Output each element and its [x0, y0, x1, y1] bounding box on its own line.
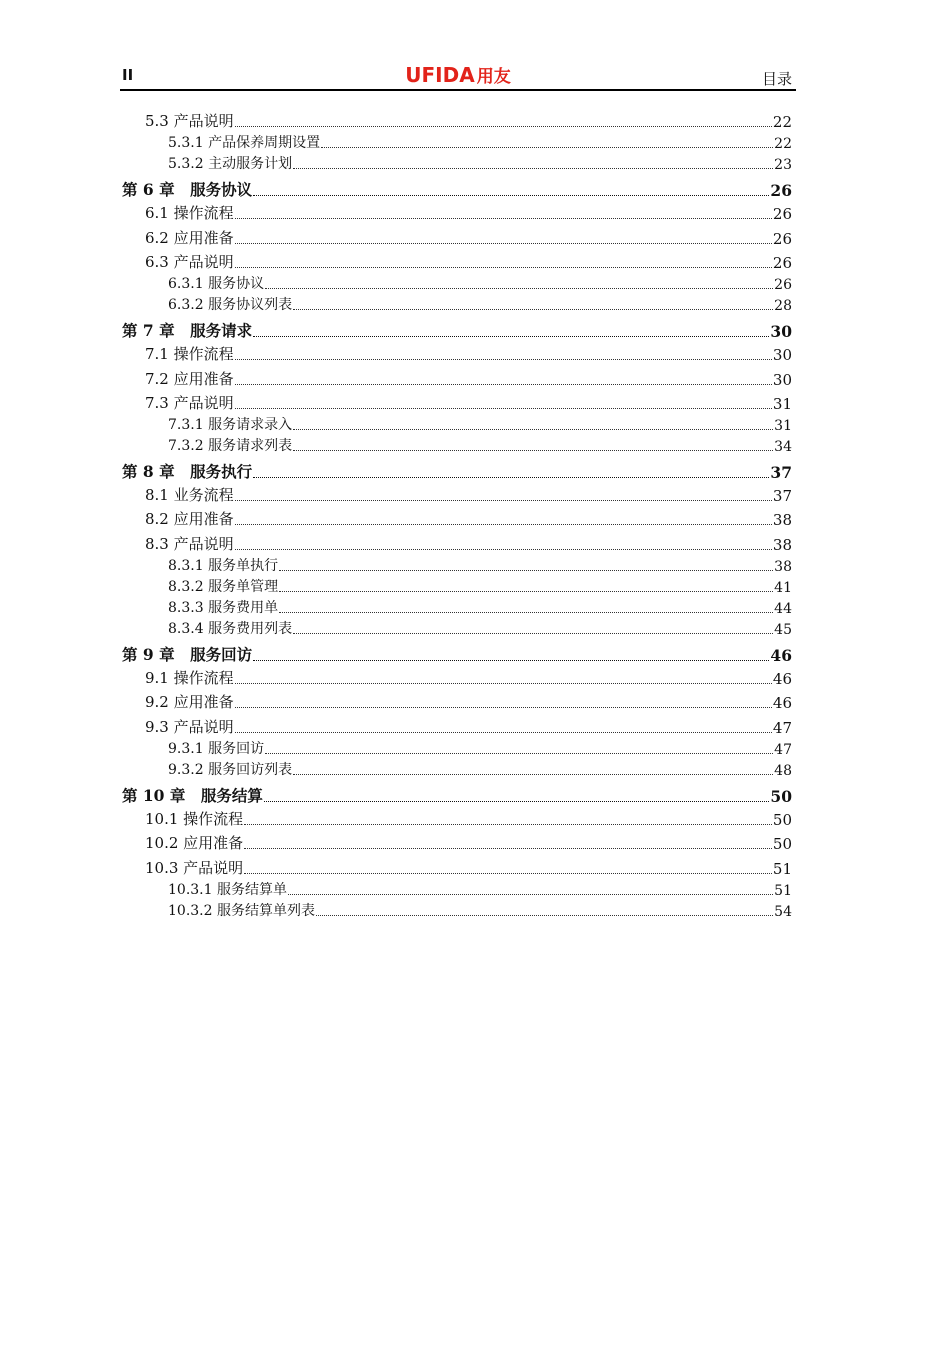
toc-entry-page: 38: [772, 535, 792, 554]
toc-entry-label: 10.3.1 服务结算单: [168, 881, 287, 898]
toc-dot-leader: [279, 612, 773, 613]
toc-entry-page: 26: [772, 229, 792, 248]
toc-entry-label: 第 7 章 服务请求: [122, 320, 253, 340]
toc-dot-leader: [293, 309, 773, 310]
toc-dot-leader: [244, 873, 772, 874]
toc-entry-label: 9.3.2 服务回访列表: [168, 761, 293, 778]
toc-entry-label: 5.3.1 产品保养周期设置: [168, 135, 321, 151]
toc-entry[interactable]: [122, 368, 792, 389]
toc-entry-page: 26: [770, 181, 792, 200]
toc-entry-page: 38: [774, 558, 792, 575]
toc-entry-label: 6.3 产品说明: [145, 252, 234, 271]
toc-dot-leader: [235, 707, 772, 708]
toc-entry-label: 9.3.1 服务回访: [168, 740, 265, 757]
toc-entry-page: 31: [774, 417, 792, 434]
toc-entry-page: 22: [772, 113, 792, 131]
toc-chapter-entry[interactable]: [122, 460, 792, 482]
toc-entry[interactable]: [122, 251, 792, 272]
toc-entry-page: 28: [774, 297, 792, 314]
brand-logo-cjk: 用友: [476, 67, 511, 87]
toc-entry-page: 31: [772, 394, 792, 413]
toc-dot-leader: [235, 549, 772, 550]
toc-dot-leader: [235, 732, 772, 733]
toc-dot-leader: [293, 450, 773, 451]
toc-entry-label: 8.3.2 服务单管理: [168, 578, 279, 595]
toc-entry-page: 22: [774, 136, 792, 152]
toc-dot-leader: [235, 267, 772, 268]
toc-entry[interactable]: [122, 619, 792, 638]
toc-chapter-entry[interactable]: [122, 319, 792, 341]
toc-entry-page: 34: [774, 438, 792, 455]
toc-entry[interactable]: [122, 436, 792, 455]
toc-entry-label: 7.3.2 服务请求列表: [168, 437, 293, 454]
toc-dot-leader: [253, 477, 769, 478]
toc-dot-leader: [265, 753, 773, 754]
toc-entry-label: 8.3.4 服务费用列表: [168, 620, 293, 637]
toc-dot-leader: [235, 359, 772, 360]
toc-entry[interactable]: [122, 392, 792, 413]
toc-dot-leader: [235, 243, 772, 244]
toc-entry-label: 7.3.1 服务请求录入: [168, 416, 293, 433]
toc-entry[interactable]: [122, 274, 792, 293]
toc-entry-label: 7.3 产品说明: [145, 393, 234, 412]
toc-entry-page: 41: [774, 579, 792, 596]
toc-entry-label: 10.3.2 服务结算单列表: [168, 902, 315, 919]
toc-dot-leader: [288, 894, 773, 895]
toc-dot-leader: [316, 915, 773, 916]
toc-dot-leader: [235, 384, 772, 385]
toc-entry-page: 23: [774, 157, 792, 173]
toc-entry-label: 第 6 章 服务协议: [122, 180, 253, 199]
toc-entry-page: 38: [772, 511, 792, 530]
toc-entry-page: 30: [770, 321, 792, 341]
toc-entry[interactable]: [122, 667, 792, 688]
toc-entry-page: 30: [772, 346, 792, 365]
toc-entry-page: 26: [772, 205, 792, 224]
toc-entry[interactable]: [122, 598, 792, 617]
toc-entry-label: 6.1 操作流程: [145, 204, 234, 223]
toc-entry-page: 51: [774, 882, 792, 899]
toc-entry[interactable]: [122, 415, 792, 434]
toc-entry-page: 46: [770, 645, 792, 665]
toc-entry-label: 10.2 应用准备: [145, 834, 244, 853]
toc-chapter-entry[interactable]: [122, 784, 792, 806]
toc-dot-leader: [293, 774, 773, 775]
toc-entry-page: 50: [770, 786, 792, 806]
section-title: 目录: [761, 70, 792, 88]
toc-dot-leader: [293, 168, 773, 169]
toc-dot-leader: [293, 633, 773, 634]
toc-entry-page: 47: [772, 718, 792, 737]
toc-entry-label: 10.3 产品说明: [145, 858, 244, 877]
toc-entry-label: 6.3.1 服务协议: [168, 275, 265, 292]
page-number: II: [122, 66, 134, 84]
toc-entry-page: 44: [774, 600, 792, 617]
toc-entry-page: 30: [772, 370, 792, 389]
brand-logo: [120, 62, 796, 87]
toc-entry-label: 第 9 章 服务回访: [122, 644, 253, 664]
toc-dot-leader: [244, 848, 772, 849]
toc-entry-label: 9.1 操作流程: [145, 669, 234, 687]
toc-dot-leader: [235, 683, 772, 684]
toc-entry[interactable]: [122, 295, 792, 314]
toc-dot-leader: [293, 429, 773, 430]
toc-chapter-entry[interactable]: [122, 643, 792, 665]
toc-dot-leader: [253, 660, 769, 661]
toc-entry[interactable]: [122, 202, 792, 223]
toc-entry-page: 46: [772, 694, 792, 713]
toc-entry-label: 10.1 操作流程: [145, 809, 244, 828]
toc-entry-page: 50: [772, 810, 792, 829]
toc-entry[interactable]: [122, 691, 792, 712]
toc-entry[interactable]: [122, 760, 792, 779]
toc-entry-label: 5.3 产品说明: [145, 112, 234, 130]
toc-dot-leader: [265, 288, 773, 289]
toc-entry[interactable]: [122, 133, 792, 152]
toc-entry[interactable]: [122, 154, 792, 173]
toc-entry[interactable]: [122, 110, 792, 131]
toc-entry-page: 46: [772, 670, 792, 688]
toc-entry-label: 9.2 应用准备: [145, 693, 234, 712]
toc-entry-label: 6.2 应用准备: [145, 228, 234, 247]
toc-entry[interactable]: [122, 739, 792, 758]
toc-entry[interactable]: [122, 901, 792, 920]
toc-entry[interactable]: [122, 808, 792, 829]
page-header: [120, 62, 796, 90]
header-rule: [120, 89, 796, 91]
toc-entry-page: 26: [772, 253, 792, 272]
toc-entry[interactable]: [122, 227, 792, 248]
toc-entry[interactable]: [122, 484, 792, 505]
toc-entry-page: 48: [774, 762, 792, 779]
toc-dot-leader: [235, 408, 772, 409]
toc-entry-label: 8.3 产品说明: [145, 534, 234, 553]
toc-entry-label: 6.3.2 服务协议列表: [168, 296, 293, 313]
toc-entry-label: 5.3.2 主动服务计划: [168, 156, 293, 172]
toc-entry-label: 8.3.3 服务费用单: [168, 599, 279, 616]
toc-entry-page: 37: [770, 462, 792, 482]
toc-entry-page: 45: [774, 621, 792, 638]
toc-entry[interactable]: [122, 508, 792, 529]
toc-entry-page: 47: [774, 741, 792, 758]
toc-entry-page: 51: [772, 859, 792, 878]
toc-dot-leader: [235, 218, 772, 219]
toc-entry-page: 50: [772, 835, 792, 854]
toc-dot-leader: [244, 824, 772, 825]
toc-dot-leader: [235, 500, 772, 501]
toc-dot-leader: [279, 591, 773, 592]
toc-entry-label: 8.1 业务流程: [145, 486, 234, 505]
brand-logo-latin: UFIDA: [405, 63, 475, 87]
toc-entry[interactable]: [122, 533, 792, 554]
toc-dot-leader: [264, 801, 770, 802]
toc-entry-label: 第 10 章 服务结算: [122, 785, 263, 805]
toc-entry[interactable]: [122, 343, 792, 364]
toc-entry[interactable]: [122, 716, 792, 737]
toc-entry-label: 7.1 操作流程: [145, 345, 234, 364]
toc-entry[interactable]: [122, 880, 792, 899]
toc-dot-leader: [321, 147, 773, 148]
toc-entry-page: 37: [772, 487, 792, 506]
toc-entry[interactable]: [122, 577, 792, 596]
toc-entry[interactable]: [122, 556, 792, 575]
toc-entry-label: 8.2 应用准备: [145, 510, 234, 529]
toc-entry-label: 8.3.1 服务单执行: [168, 557, 279, 574]
toc-dot-leader: [235, 126, 772, 127]
toc-chapter-entry[interactable]: [122, 178, 792, 200]
toc-entry-label: 第 8 章 服务执行: [122, 461, 253, 481]
toc-entry-page: 54: [774, 903, 792, 920]
toc-entry-page: 26: [774, 276, 792, 293]
toc-entry-label: 9.3 产品说明: [145, 717, 234, 736]
toc-dot-leader: [235, 524, 772, 525]
toc-dot-leader: [253, 336, 769, 337]
toc-dot-leader: [253, 195, 769, 196]
toc-entry-label: 7.2 应用准备: [145, 369, 234, 388]
toc-entry[interactable]: [122, 857, 792, 878]
toc-dot-leader: [279, 570, 773, 571]
toc-entry[interactable]: [122, 832, 792, 853]
